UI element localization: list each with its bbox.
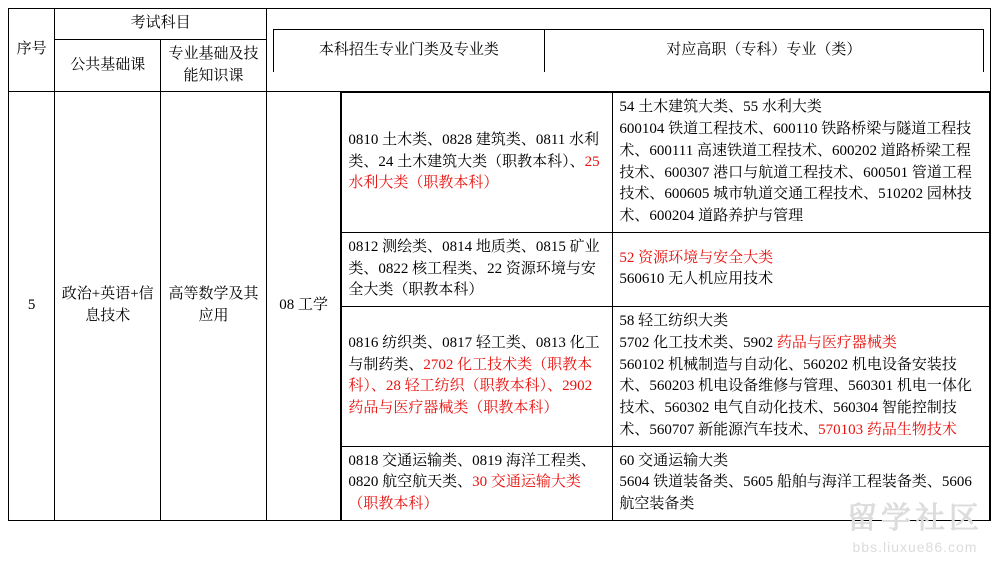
majors-table (8, 8, 991, 521)
group-2-undergrad (342, 232, 613, 306)
header-special-basic: 专业基础及技能知识课 (161, 39, 267, 92)
group-row-3 (342, 307, 990, 447)
group-1-vocational (613, 93, 990, 233)
group-2-vocational (613, 232, 990, 306)
g2-voc-red-1: 52 资源环境与安全大类 (619, 249, 774, 266)
g3-voc-black-3: 560102 机械制造与自动化、560202 机电设备安装技术、560203 机电设备维修与管理、560301 机电一体化技术、560302 电气自动化技术、560304 智能控制技术、560707 新能源汽车技术、 (619, 356, 972, 438)
group-3-undergrad (342, 307, 613, 447)
group-row-1 (342, 93, 990, 233)
g4-voc-black-2: 5604 铁道装备类、5605 船舶与海洋工程装备类、5606 航空装备类 (619, 474, 972, 512)
group-4-undergrad (342, 446, 613, 520)
header-exam-subjects: 考试科目 (55, 9, 267, 40)
group-row-2 (342, 232, 990, 306)
table-row (9, 92, 991, 521)
g4-major-black-1: 0818 交通运输类、0819 海洋工程类、0820 航空航天类、 (348, 452, 596, 491)
header-no: 序号 (9, 9, 55, 92)
header-vocational-major: 对应高职（专科）专业（类） (544, 29, 983, 71)
header-undergrad-major: 本科招生专业门类及专业类 (273, 29, 544, 71)
g1-major-red-1: 25 水利大类（职教本科） (348, 153, 600, 192)
watermark-title: 留学社区 (847, 502, 983, 535)
cell-groups (341, 92, 991, 521)
g4-major-red-1: 30 交通运输大类（职教本科） (348, 474, 581, 512)
g1-voc-black-1: 54 土木建筑大类、55 水利大类 (619, 99, 822, 116)
header-undergrad-and-voc (266, 9, 990, 92)
g3-voc-red-1: 药品与医疗器械类 (776, 334, 897, 351)
g3-major-red-1: 2702 化工技术类（职教本科）、28 轻工纺织（职教本科）、2902 药品与医疗器械类（职教本科） (348, 356, 593, 416)
cell-category-code: 08 工学 (266, 92, 341, 521)
watermark-url: bbs.liuxue86.com (852, 539, 978, 555)
g3-voc-black-2: 5702 化工技术类、5902 (619, 334, 777, 351)
cell-special-basic: 高等数学及其应用 (161, 92, 267, 521)
table-header-row-1 (9, 9, 991, 40)
header-public-basic: 公共基础课 (55, 39, 161, 92)
g2-voc-black-1: 560610 无人机应用技术 (619, 271, 774, 288)
g3-voc-black-1: 58 轻工纺织大类 (619, 313, 729, 329)
group-4-vocational (613, 446, 990, 520)
g4-voc-black-1: 60 交通运输大类 (619, 452, 729, 469)
table-container (8, 8, 991, 521)
g2-major-black-1: 0812 测绘类、0814 地质类、0815 矿业类、0822 核工程类、22 资源环境与安全大类（职教本科） (348, 238, 600, 299)
g3-major-black-1: 0816 纺织类、0817 轻工类、0813 化工与制药类、 (348, 334, 600, 373)
g1-major-black-1: 0810 土木类、0828 建筑类、0811 水利类、24 土木建筑大类（职教本科）、 (348, 131, 600, 170)
g3-voc-red-2: 570103 药品生物技术 (818, 421, 957, 438)
g1-voc-black-2: 600104 铁道工程技术、600110 铁路桥梁与隧道工程技术、600111 高速铁道工程技术、600202 道路桥梁工程技术、600307 港口与航道工程技术、600501 管道工程技术、600605 城市轨道交通工程技术、510202 园林技术、600204 道路养护与管理 (619, 121, 972, 224)
cell-public-basic: 政治+英语+信息技术 (55, 92, 161, 521)
group-row-4 (342, 446, 990, 520)
groups-table (341, 92, 990, 520)
group-1-undergrad (342, 93, 613, 233)
cell-row-no: 5 (9, 92, 55, 521)
group-3-vocational (613, 307, 990, 447)
